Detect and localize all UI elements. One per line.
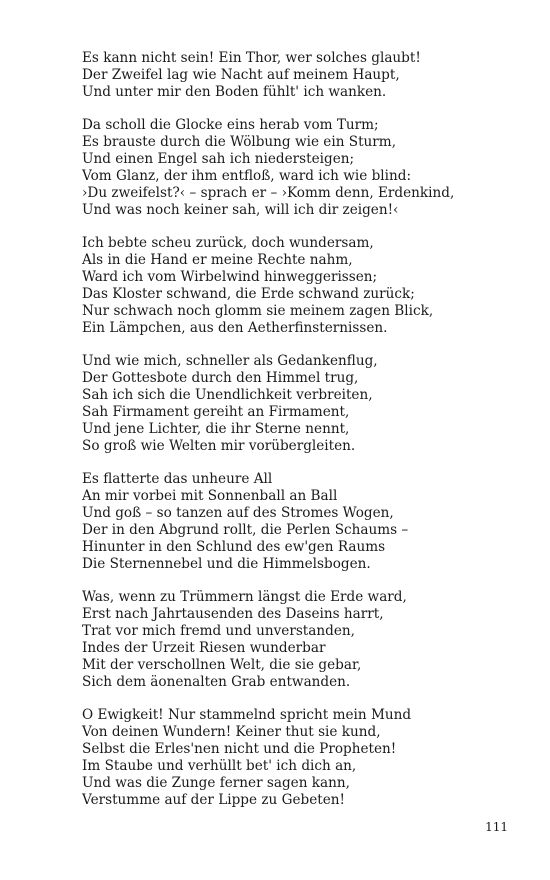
poem-line: Es kann nicht sein! Ein Thor, wer solches glaubt! [82, 50, 421, 66]
poem-line: Und was die Zunge ferner sagen kann, [82, 775, 350, 791]
poem-line: Und goß – so tanzen auf des Stromes Wogen, [82, 505, 394, 521]
poem-line: O Ewigkeit! Nur stammelnd spricht mein Mund [82, 707, 412, 723]
poem-line: Sich dem äonenalten Grab entwanden. [82, 674, 351, 690]
poem-line: Da scholl die Glocke eins herab vom Turm; [82, 117, 379, 133]
poem-line: Hinunter in den Schlund des ew'gen Raums [82, 539, 386, 555]
stanza-1 [82, 50, 522, 101]
poem-line: Ein Lämpchen, aus den Aetherfinsternissen. [82, 320, 388, 336]
poem-line: Sah ich sich die Unendlichkeit verbreiten, [82, 387, 373, 403]
poem-line: Selbst die Erles'nen nicht und die Propheten! [82, 741, 397, 757]
poem-line: Indes der Urzeit Riesen wunderbar [82, 640, 326, 656]
poem-line: Ward ich vom Wirbelwind hinweggerissen; [82, 269, 378, 285]
poem-line: Von deinen Wundern! Keiner thut sie kund, [82, 724, 381, 740]
stanza-4 [82, 353, 522, 455]
poem-line: Verstumme auf der Lippe zu Gebeten! [82, 792, 345, 808]
poem-line: So groß wie Welten mir vorübergleiten. [82, 438, 356, 454]
poem-line: Und wie mich, schneller als Gedankenflug, [82, 353, 378, 369]
poem-line: Sah Firmament gereiht an Firmament, [82, 404, 350, 420]
poem-line: Was, wenn zu Trümmern längst die Erde ward, [82, 589, 407, 605]
poem-line: Das Kloster schwand, die Erde schwand zurück; [82, 286, 415, 302]
poem-line: Und was noch keiner sah, will ich dir zeigen!‹ [82, 202, 399, 218]
poem-line: Im Staube und verhüllt bet' ich dich an, [82, 758, 357, 774]
stanza-5 [82, 471, 522, 573]
stanza-6 [82, 589, 522, 691]
poem-line: Und unter mir den Boden fühlt' ich wanken. [82, 84, 387, 100]
poem-line: Es brauste durch die Wölbung wie ein Sturm, [82, 134, 397, 150]
stanza-2 [82, 117, 522, 219]
poem-line: An mir vorbei mit Sonnenball an Ball [82, 488, 338, 504]
poem-line: Und einen Engel sah ich niedersteigen; [82, 151, 355, 167]
poem-line: Der Zweifel lag wie Nacht auf meinem Haupt, [82, 67, 400, 83]
poem-line: Mit der verschollnen Welt, die sie gebar, [82, 657, 362, 673]
poem-line: Nur schwach noch glomm sie meinem zagen Blick, [82, 303, 434, 319]
poem-line: Als in die Hand er meine Rechte nahm, [82, 252, 353, 268]
poem-line: Und jene Lichter, die ihr Sterne nennt, [82, 421, 350, 437]
stanza-3 [82, 235, 522, 337]
stanza-7 [82, 707, 522, 809]
poem-line: Der in den Abgrund rollt, die Perlen Schaums – [82, 522, 409, 538]
poem-line: ›Du zweifelst?‹ – sprach er – ›Komm denn, Erdenkind, [82, 185, 455, 201]
poem-line: Trat vor mich fremd und unverstanden, [82, 623, 355, 639]
page-number: 111 [485, 820, 508, 834]
poem-line: Ich bebte scheu zurück, doch wundersam, [82, 235, 374, 251]
poem-line: Erst nach Jahrtausenden des Daseins harrt, [82, 606, 384, 622]
poem-line: Vom Glanz, der ihm entfloß, ward ich wie blind: [82, 168, 412, 184]
poem-line: Der Gottesbote durch den Himmel trug, [82, 370, 359, 386]
poem-body [82, 50, 522, 825]
poem-line: Die Sternennebel und die Himmelsbogen. [82, 556, 371, 572]
poem-line: Es flatterte das unheure All [82, 471, 273, 487]
